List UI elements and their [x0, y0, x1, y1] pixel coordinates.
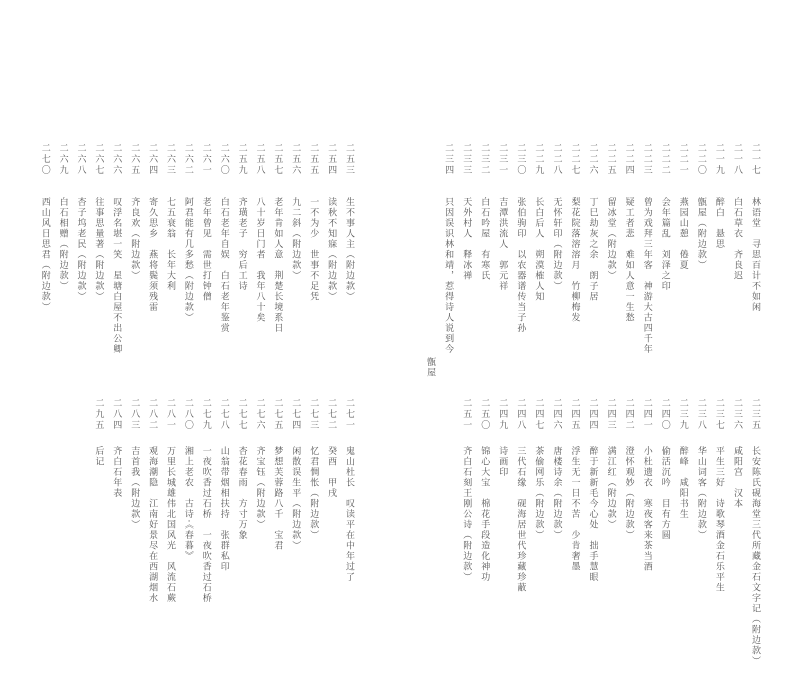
entry-page-number: 二二七	[569, 143, 580, 176]
entry-title: 长安陈氏砚海堂三代所藏金石文字记（附边款）	[750, 446, 760, 667]
entry-title: 杏花春雨 方寸万象	[236, 446, 247, 541]
entry-title: 曾为戏拜三年客 神游大古四千年	[641, 197, 652, 355]
entry-title: 齐宝钰（附边款）	[254, 446, 265, 530]
entry-page-number: 二四五	[569, 398, 580, 431]
entry-title: 八十岁日门者 我年八十矣	[254, 197, 265, 323]
entry-page-number: 二二六	[587, 143, 598, 176]
entry-page-number: 二八三	[129, 398, 140, 431]
entry-title: 华山词客（附边款）	[695, 446, 706, 541]
entry-title: 茶偷网乐（附边款）	[533, 446, 544, 541]
entry-title: 丁巳劫灰之余 朗子居	[587, 197, 598, 302]
entry-title: 留冰堂（附边款）	[605, 197, 616, 281]
entry-page-number: 二六〇	[218, 143, 229, 176]
entry-title: 白石老年自娱 白石老年鉴赏	[218, 197, 229, 334]
entry-page-number: 二三六	[731, 398, 742, 431]
entry-title: 一不为少 世事不足凭	[308, 197, 319, 302]
entry-title: 齐璜老子 穷后工诗	[236, 197, 247, 292]
entry-title: 生不事人主（附边款）	[344, 197, 354, 302]
entry-page-number: 二四六	[551, 398, 562, 431]
entry-page-number: 二四七	[533, 398, 544, 431]
entry-page-number: 二九五	[93, 398, 104, 431]
entry-title: 满江红（附边款）	[605, 446, 616, 530]
entry-title: 癸酉 甲戌	[326, 446, 337, 499]
entry-title: 醉于新新毛今心处 拙手慧眼	[587, 446, 598, 583]
entry-title: 杏子坞老民（附边款）	[75, 197, 86, 302]
entry-title: 澄怀观妙（附边款）	[623, 446, 634, 541]
entry-title: 往事思量著（附边款）	[93, 197, 104, 302]
entry-page-number: 二六五	[129, 143, 140, 176]
entry-page-number: 二五九	[236, 143, 247, 176]
entry-page-number: 二二一	[677, 143, 688, 176]
entry-title: 寄久思乡 燕将鬓须残雷	[147, 197, 158, 313]
entry-page-number: 二七二	[326, 398, 337, 431]
entry-page-number: 二四九	[497, 398, 508, 431]
entry-title: 鬼山杜长 叹读平在中年过了	[344, 446, 354, 583]
entry-title: 醉峰 咸阳书生	[677, 446, 688, 520]
entry-title: 白石相赠（附边款）	[57, 197, 68, 292]
entry-title: 西山风日思君（附边款）	[39, 197, 50, 313]
entry-title: 吉潭洪流人 郭元祥	[497, 197, 508, 292]
entry-title: 后记	[93, 446, 104, 467]
entry-page-number: 二三五	[750, 398, 760, 431]
entry-page-number: 二七九	[200, 398, 211, 431]
entry-title: 锦心大宝 棉花手段造化神功	[479, 446, 490, 583]
entry-page-number: 二二四	[623, 143, 634, 176]
entry-page-number: 二一七	[750, 143, 760, 176]
entry-title: 齐白石年表	[111, 446, 122, 499]
entry-page-number: 二三四	[443, 143, 454, 176]
entry-title: 会年篇乱 刘泽之印	[659, 197, 670, 292]
entry-title: 梦想芙蓉路八千 宝君	[272, 446, 283, 551]
entry-title: 湘上老农 古诗·《春暮》	[182, 446, 193, 562]
entry-page-number: 二二八	[551, 143, 562, 176]
entry-page-number: 二七八	[218, 398, 229, 431]
entry-page-number: 二四八	[515, 398, 526, 431]
entry-page-number: 二七四	[290, 398, 301, 431]
entry-title: 老年曾见 需世打钟僧	[200, 197, 211, 302]
entry-page-number: 二七一	[344, 398, 354, 431]
entry-page-number: 二六四	[147, 143, 158, 176]
entry-page-number: 二六六	[111, 143, 122, 176]
entry-page-number: 二二九	[533, 143, 544, 176]
entry-title: 无怀轩印（附边款）	[551, 197, 562, 292]
entry-title: 观海潮隐 江南好景尽在西湖烟水	[147, 446, 158, 604]
entry-title: 白石吟屋 有寒氏	[479, 197, 490, 281]
entry-page-number: 二三八	[695, 398, 706, 431]
entry-title-continuation: 甑屋	[425, 357, 436, 378]
entry-page-number: 二八四	[111, 398, 122, 431]
entry-page-number: 二六七	[93, 143, 104, 176]
entry-title: 燕园山憩 倦夏	[677, 197, 688, 271]
entry-title: 梨花院落溶溶月 竹柳梅发	[569, 197, 580, 323]
entry-page-number: 二三一	[497, 143, 508, 176]
entry-title: 七五衰翁 长年大利	[165, 197, 175, 292]
entry-title: 长白后人 朔漠榷人知	[533, 197, 544, 302]
entry-title: 甑屋（附边款）	[695, 197, 706, 271]
entry-page-number: 二四〇	[659, 398, 670, 431]
entry-page-number: 二八〇	[182, 398, 193, 431]
entry-page-number: 二三〇	[515, 143, 526, 176]
entry-title: 唐楼诗余（附边款）	[551, 446, 562, 541]
entry-title: 万里长城雄伟北国风光 风流石蕨	[165, 446, 175, 604]
entry-page-number: 二二二	[659, 143, 670, 176]
entry-title: 白石草衣 齐良迟	[731, 197, 742, 281]
entry-title: 三代石缘 砚海居世代珍藏珍蔽	[515, 446, 526, 593]
entry-page-number: 二七〇	[39, 143, 50, 176]
entry-title: 疑工者悲 难如人意一生愁	[623, 197, 634, 323]
entry-page-number: 二五八	[254, 143, 265, 176]
entry-page-number: 二一八	[731, 143, 742, 176]
entry-page-number: 二五三	[344, 143, 354, 176]
entry-page-number: 二五七	[272, 143, 283, 176]
entry-title: 浮生无一日不苦 少肯奢墨	[569, 446, 580, 572]
entry-page-number: 二五六	[290, 143, 301, 176]
entry-page-number: 二三三	[461, 143, 472, 176]
entry-title: 只因误识林和靖，惹得诗人说到今	[443, 197, 454, 355]
entry-title: 平生三好 诗歌琴酒金石乐平生	[713, 446, 724, 593]
entry-page-number: 二六八	[75, 143, 86, 176]
entry-title: 天外村人 释冰禅	[461, 197, 472, 281]
entry-title: 咸阳宫 汉本	[731, 446, 742, 509]
entry-page-number: 二四四	[587, 398, 598, 431]
entry-page-number: 二二〇	[695, 143, 706, 176]
entry-title: 老年肯如人意 荆楚长境系日	[272, 197, 283, 334]
entry-title: 诗画印	[497, 446, 508, 478]
entry-page-number: 二七七	[236, 398, 247, 431]
entry-title: 一夜吹香过石桥 一夜吹香过石桥	[200, 446, 211, 604]
entry-page-number: 二六二	[182, 143, 193, 176]
entry-title: 叹浮名堪一笑 星塘白屋不出公卿	[111, 197, 122, 355]
entry-page-number: 二四一	[641, 398, 652, 431]
entry-title: 九二斜（附边款）	[290, 197, 301, 281]
entry-page-number: 二七三	[308, 398, 319, 431]
entry-page-number: 二七六	[254, 398, 265, 431]
entry-title: 阿君能有几多愁（附边款）	[182, 197, 193, 323]
entry-title: 齐白石刻王刚公诗（附边款）	[461, 446, 472, 583]
entry-page-number: 二三七	[713, 398, 724, 431]
entry-page-number: 二一九	[713, 143, 724, 176]
entry-page-number: 二五五	[308, 143, 319, 176]
entry-page-number: 二五〇	[479, 398, 490, 431]
entry-title: 小杜遗衣 寒夜客来茶当酒	[641, 446, 652, 572]
entry-title: 醉白 悬思	[713, 197, 724, 250]
entry-title: 偷活沉吟 目有方圆	[659, 446, 670, 541]
entry-page-number: 二三二	[479, 143, 490, 176]
entry-page-number: 二五四	[326, 143, 337, 176]
right-page	[400, 0, 800, 694]
entry-page-number: 二八一	[165, 398, 175, 431]
entry-title: 张伯驹印 以农器谱传当子孙	[515, 197, 526, 334]
entry-page-number: 二二三	[641, 143, 652, 176]
entry-page-number: 二六九	[57, 143, 68, 176]
entry-page-number: 二四三	[605, 398, 616, 431]
entry-title: 闲散误生平（附边款）	[290, 446, 301, 551]
entry-title: 忆君惆怅（附边款）	[308, 446, 319, 541]
entry-page-number: 二六一	[200, 143, 211, 176]
entry-title: 吉首我（附边款）	[129, 446, 140, 530]
entry-page-number: 二八二	[147, 398, 158, 431]
entry-page-number: 二五一	[461, 398, 472, 431]
entry-title: 齐良欢（附边款）	[129, 197, 140, 281]
entry-page-number: 二七五	[272, 398, 283, 431]
entry-page-number: 二四二	[623, 398, 634, 431]
entry-page-number: 二三九	[677, 398, 688, 431]
entry-page-number: 二六三	[165, 143, 175, 176]
entry-title: 山翁带烟相扶持 张群私印	[218, 446, 229, 572]
entry-title: 林语堂 寻思百计不如闲	[750, 197, 760, 313]
entry-page-number: 二二五	[605, 143, 616, 176]
entry-title: 读秋不知寐（附边款）	[326, 197, 337, 302]
